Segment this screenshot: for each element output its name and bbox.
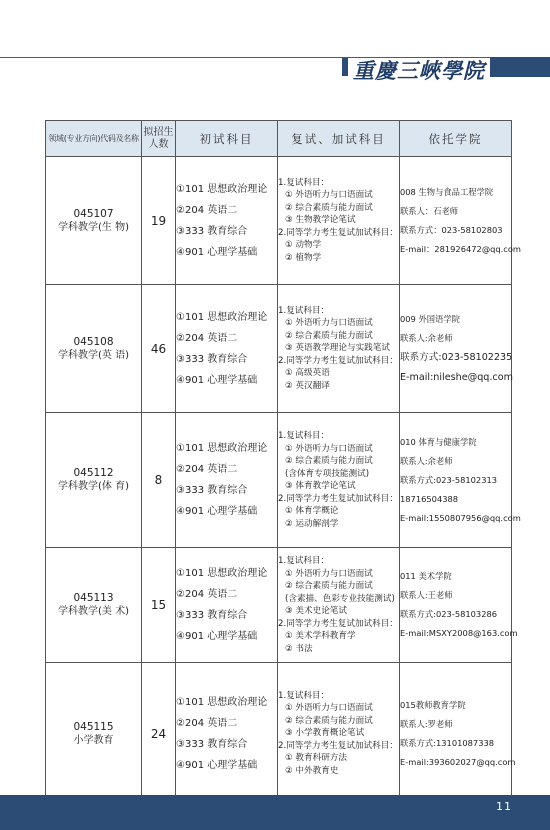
retest-subject-item: ① 动物学 bbox=[285, 240, 322, 251]
retest-subject-item: 2.同等学力考生复试加试科目： bbox=[278, 227, 398, 238]
initial-subjects-cell bbox=[176, 285, 278, 413]
program-cell bbox=[46, 157, 142, 285]
college-info-item: 联系人：石老师 bbox=[400, 205, 459, 216]
retest-subject-item: ② 植物学 bbox=[285, 252, 322, 263]
college-info-item: 008 生物与食品工程学院 bbox=[400, 186, 494, 197]
retest-subject-item: ① 外语听力与口语面试 bbox=[285, 190, 373, 201]
college-info-item: 联系人:余老师 bbox=[400, 332, 453, 343]
initial-subject-item: ①101 思想政治理论 bbox=[176, 311, 268, 323]
college-info-item: E-mail:393602027@qq.com bbox=[400, 756, 516, 767]
retest-subject-item: ① 外语听力与口语面试 bbox=[285, 568, 373, 579]
college-cell bbox=[400, 663, 516, 805]
program-cell bbox=[46, 413, 142, 548]
retest-subject-item: ③ 小学教育概论笔试 bbox=[285, 728, 365, 739]
retest-subject-item: 1.复试科目： bbox=[278, 431, 330, 441]
table-row bbox=[46, 548, 512, 663]
retest-subjects-cell bbox=[278, 663, 400, 805]
program-name: 学科教学(体 育) bbox=[58, 481, 129, 492]
program-cell bbox=[46, 548, 142, 663]
retest-subject-item: ② 综合素质与能力面试 bbox=[285, 202, 373, 213]
retest-subjects-cell bbox=[278, 413, 400, 548]
college-cell bbox=[400, 157, 522, 285]
college-info-item: 015教师教育学院 bbox=[400, 699, 466, 710]
college-info-item: 联系人:余老师 bbox=[400, 455, 453, 466]
college-cell bbox=[400, 413, 521, 548]
college-info-item: E-mail:nileshe@qq.com bbox=[400, 371, 513, 383]
program-cell bbox=[46, 285, 142, 413]
program-name: 学科教学(生 物) bbox=[58, 221, 129, 233]
college-info-item: 18716504388 bbox=[400, 493, 459, 504]
initial-subject-item: ③333 教育综合 bbox=[176, 738, 248, 750]
program-code: 045113 bbox=[73, 592, 114, 604]
initial-subject-item: ③333 教育综合 bbox=[176, 225, 248, 237]
table-row bbox=[46, 663, 512, 805]
retest-subject-item: ① 外语听力与口语面试 bbox=[285, 443, 373, 454]
initial-subjects-cell bbox=[176, 663, 278, 805]
table-row bbox=[46, 413, 512, 548]
initial-subject-item: ④901 心理学基础 bbox=[176, 374, 258, 386]
college-info-item: 009 外国语学院 bbox=[400, 313, 460, 324]
retest-subject-item: ① 美术学科教育学 bbox=[285, 631, 356, 641]
initial-subject-item: ②204 英语二 bbox=[176, 332, 238, 344]
retest-subject-item: ① 外语听力与口语面试 bbox=[285, 318, 373, 329]
initial-subject-item: ③333 教育综合 bbox=[176, 610, 248, 621]
program-name: 学科教学(美 术) bbox=[58, 606, 129, 617]
retest-subjects-cell bbox=[278, 157, 400, 285]
retest-subject-item: ② 中外教育史 bbox=[285, 765, 339, 776]
program-name: 学科教学(英 语) bbox=[58, 349, 129, 361]
initial-subject-item: ①101 思想政治理论 bbox=[176, 443, 268, 454]
enrollment-cell: 15 bbox=[142, 548, 176, 663]
initial-subjects-cell bbox=[176, 548, 278, 663]
retest-subject-item: 2.同等学力考生复试加试科目： bbox=[278, 355, 398, 366]
enrollment-cell: 46 bbox=[142, 285, 176, 413]
initial-subject-item: ②204 英语二 bbox=[176, 589, 238, 600]
initial-subject-item: ④901 心理学基础 bbox=[176, 631, 258, 642]
enrollment-cell: 8 bbox=[142, 413, 176, 548]
initial-subject-item: ③333 教育综合 bbox=[176, 485, 248, 496]
initial-subject-item: ②204 英语二 bbox=[176, 204, 238, 216]
page-number: 11 bbox=[496, 800, 512, 813]
table-header-row bbox=[46, 121, 512, 157]
retest-subject-item: ① 体育学概论 bbox=[285, 506, 339, 516]
college-info-item: 联系人:罗老师 bbox=[400, 718, 453, 729]
retest-subject-item: ③ 美术史论笔试 bbox=[285, 606, 347, 616]
retest-subject-item: (含体育专项技能测试) bbox=[285, 468, 370, 479]
retest-subject-item: ① 教育科研方法 bbox=[285, 753, 347, 764]
program-cell bbox=[46, 663, 142, 805]
college-info-item: 011 美术学院 bbox=[400, 571, 452, 581]
initial-subjects-cell bbox=[176, 157, 278, 285]
retest-subject-item: ② 综合素质与能力面试 bbox=[285, 715, 373, 726]
retest-subject-item: ② 书法 bbox=[285, 643, 313, 654]
initial-subject-item: ②204 英语二 bbox=[176, 464, 238, 475]
retest-subject-item: 2.同等学力考生复试加试科目： bbox=[278, 493, 398, 504]
retest-subject-item: ② 运动解剖学 bbox=[285, 518, 339, 529]
initial-subject-item: ①101 思想政治理论 bbox=[176, 696, 268, 708]
retest-subject-item: ② 综合素质与能力面试 bbox=[285, 456, 373, 466]
initial-subject-item: ①101 思想政治理论 bbox=[176, 568, 268, 579]
retest-subjects-cell bbox=[278, 548, 400, 663]
college-info-item: E-mail：281926472@qq.com bbox=[400, 243, 522, 254]
header-field-code: 领域(专业方向)代码及名称 bbox=[46, 121, 142, 157]
retest-subject-item: ② 综合素质与能力面试 bbox=[285, 581, 373, 591]
retest-subject-item: ③ 英语教学理论与实践笔试 bbox=[285, 343, 390, 354]
page-header bbox=[0, 0, 550, 115]
program-code: 045108 bbox=[73, 335, 114, 348]
table-row bbox=[46, 285, 512, 413]
retest-subject-item: ② 综合素质与能力面试 bbox=[285, 330, 373, 341]
college-info-item: E-mail:MSXY2008@163.com bbox=[400, 628, 518, 638]
college-info-item: 联系方式：023-58102803 bbox=[400, 224, 503, 235]
college-info-item: 联系人:王老师 bbox=[400, 590, 453, 600]
program-name: 小学教育 bbox=[73, 734, 114, 746]
enrollment-cell: 19 bbox=[142, 157, 176, 285]
retest-subject-item: 2.同等学力考生复试加试科目： bbox=[278, 740, 398, 751]
retest-subjects-cell bbox=[278, 285, 400, 413]
header-band bbox=[490, 57, 550, 77]
college-info-item: 联系方式:023-58102235 bbox=[400, 351, 513, 363]
initial-subject-item: ①101 思想政治理论 bbox=[176, 183, 268, 195]
college-cell bbox=[400, 285, 512, 413]
header-enrollment: 拟招生人数 bbox=[142, 121, 176, 157]
header-initial-subjects: 初试科目 bbox=[176, 121, 278, 157]
enrollment-cell: 24 bbox=[142, 663, 176, 805]
program-code: 045107 bbox=[73, 207, 114, 220]
retest-subject-item: ① 高级英语 bbox=[285, 368, 330, 379]
retest-subject-item: ① 外语听力与口语面试 bbox=[285, 703, 373, 714]
retest-subject-item: (含素描、色彩专业技能测试) bbox=[285, 593, 395, 604]
college-info-item: 联系方式:023-58102313 bbox=[400, 474, 498, 485]
retest-subject-item: ② 英汉翻译 bbox=[285, 380, 330, 391]
admissions-table bbox=[45, 120, 522, 805]
retest-subject-item: ③ 生物教学论笔试 bbox=[285, 215, 356, 226]
retest-subject-item: ③ 体育教学论笔试 bbox=[285, 481, 356, 491]
retest-subject-item: 2.同等学力考生复试加试科目： bbox=[278, 618, 398, 629]
retest-subject-item: 1.复试科目： bbox=[278, 305, 330, 316]
program-code: 045112 bbox=[73, 467, 114, 479]
initial-subject-item: ④901 心理学基础 bbox=[176, 506, 258, 517]
initial-subject-item: ②204 英语二 bbox=[176, 717, 238, 729]
initial-subject-item: ④901 心理学基础 bbox=[176, 246, 258, 258]
table-row bbox=[46, 157, 512, 285]
retest-subject-item: 1.复试科目： bbox=[278, 556, 330, 566]
initial-subject-item: ③333 教育综合 bbox=[176, 353, 248, 365]
initial-subjects-cell bbox=[176, 413, 278, 548]
program-code: 045115 bbox=[73, 720, 114, 733]
college-cell bbox=[400, 548, 518, 663]
retest-subject-item: 1.复试科目： bbox=[278, 690, 330, 701]
header-retest-subjects: 复试、加试科目 bbox=[278, 121, 400, 157]
logo-mark bbox=[342, 58, 348, 76]
initial-subject-item: ④901 心理学基础 bbox=[176, 759, 258, 771]
college-info-item: 联系方式:13101087338 bbox=[400, 737, 495, 748]
college-info-item: E-mail:1550807956@qq.com bbox=[400, 512, 521, 523]
header-college: 依托学院 bbox=[400, 121, 512, 157]
page-footer bbox=[0, 795, 550, 830]
retest-subject-item: 1.复试科目： bbox=[278, 177, 330, 188]
college-info-item: 010 体育与健康学院 bbox=[400, 436, 477, 447]
university-logo: 重慶三峽學院 bbox=[353, 58, 485, 83]
college-info-item: 联系方式:023-58103286 bbox=[400, 609, 498, 619]
